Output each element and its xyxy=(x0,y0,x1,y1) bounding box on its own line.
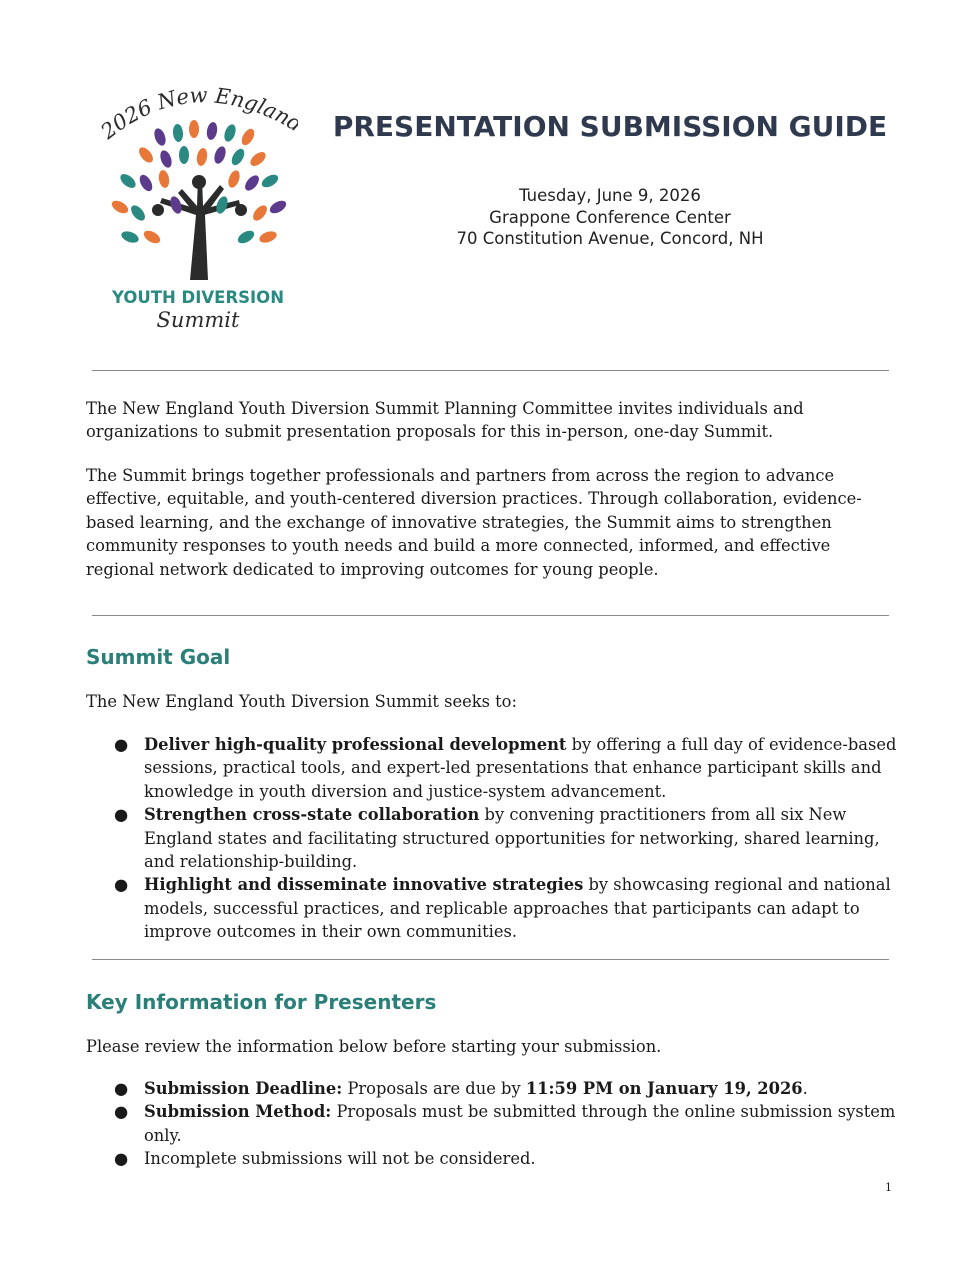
event-venue: Grappone Conference Center xyxy=(489,208,731,227)
logo-top-text: 2026 New Englan xyxy=(98,85,295,144)
bullet: ● xyxy=(114,1149,129,1169)
deadline-text: Proposals are due by xyxy=(342,1079,526,1098)
goal-item-text: by showcasing regional and national models, successful practices, and replicable approaches that participants can adapt to improve outcomes in their own communities. xyxy=(144,875,891,942)
bullet: ● xyxy=(114,805,129,825)
logo-script-text: Summit xyxy=(156,308,240,332)
goal-item-text: by offering a full day of evidence-based sessions, practical tools, and expert-led presentations that enhance participant skills and knowledge in youth diversion and justice-system advancement. xyxy=(144,735,897,801)
goal-item-bold: Deliver high-quality professional development xyxy=(144,735,567,754)
goal-item-bold: Highlight and disseminate innovative strategies xyxy=(144,875,584,895)
summit-logo xyxy=(98,85,298,335)
deadline-value: 11:59 PM on January 19, 2026 xyxy=(525,1079,803,1098)
key-info-heading: Key Information for Presenters xyxy=(86,990,437,1014)
deadline-label: Submission Deadline: xyxy=(144,1079,343,1098)
goal-list xyxy=(86,733,898,944)
event-address: 70 Constitution Avenue, Concord, NH xyxy=(456,229,764,248)
incomplete-note: Incomplete submissions will not be considered. xyxy=(144,1149,536,1169)
key-info-list xyxy=(86,1077,898,1171)
bullet: ● xyxy=(114,735,129,754)
key-info-lead: Please review the information below before starting your submission. xyxy=(86,1037,662,1056)
summit-goal-heading: Summit Goal xyxy=(86,645,231,669)
goal-item-text: by convening practitioners from all six New England states and facilitating structured opportunities for networking, shared learning, and relationship-building. xyxy=(144,805,880,872)
goal-lead: The New England Youth Diversion Summit seeks to: xyxy=(86,692,517,711)
list-item xyxy=(86,873,898,943)
bullet: ● xyxy=(114,875,129,895)
list-item xyxy=(86,1077,898,1100)
svg-text:2026 New England xyxy=(98,85,298,144)
method-label: Submission Method: xyxy=(144,1102,332,1122)
deadline-end: . xyxy=(802,1079,808,1098)
summit-description: The Summit brings together professionals and partners from across the region to advance effective, equitable, and youth-centered diversion practices. Through collaboration, evidence-based learning, and the exchange of innovative strategies, the Summit aims to strengthen community responses to youth needs and build a more connected, informed, and effective regional network dedicated to improving outcomes for young people. xyxy=(86,466,862,579)
page-number: 1 xyxy=(885,1181,892,1194)
goal-item-bold: Strengthen cross-state collaboration xyxy=(144,805,480,825)
list-item xyxy=(86,733,898,803)
intro-paragraph: The New England Youth Diversion Summit Planning Committee invites individuals and organizations to submit presentation proposals for this in-person, one-day Summit. xyxy=(86,399,804,442)
page-title: PRESENTATION SUBMISSION GUIDE xyxy=(332,110,888,143)
divider xyxy=(92,959,889,960)
divider xyxy=(92,615,889,616)
event-date: Tuesday, June 9, 2026 xyxy=(519,186,701,205)
list-item xyxy=(86,1147,898,1170)
list-item xyxy=(86,1100,898,1147)
bullet: ● xyxy=(114,1079,129,1098)
method-text: Proposals must be submitted through the online submission system only. xyxy=(144,1102,896,1145)
list-item xyxy=(86,803,898,873)
divider xyxy=(92,370,889,371)
bullet: ● xyxy=(114,1102,129,1122)
logo-main-text: YOUTH DIVERSION xyxy=(111,288,285,307)
